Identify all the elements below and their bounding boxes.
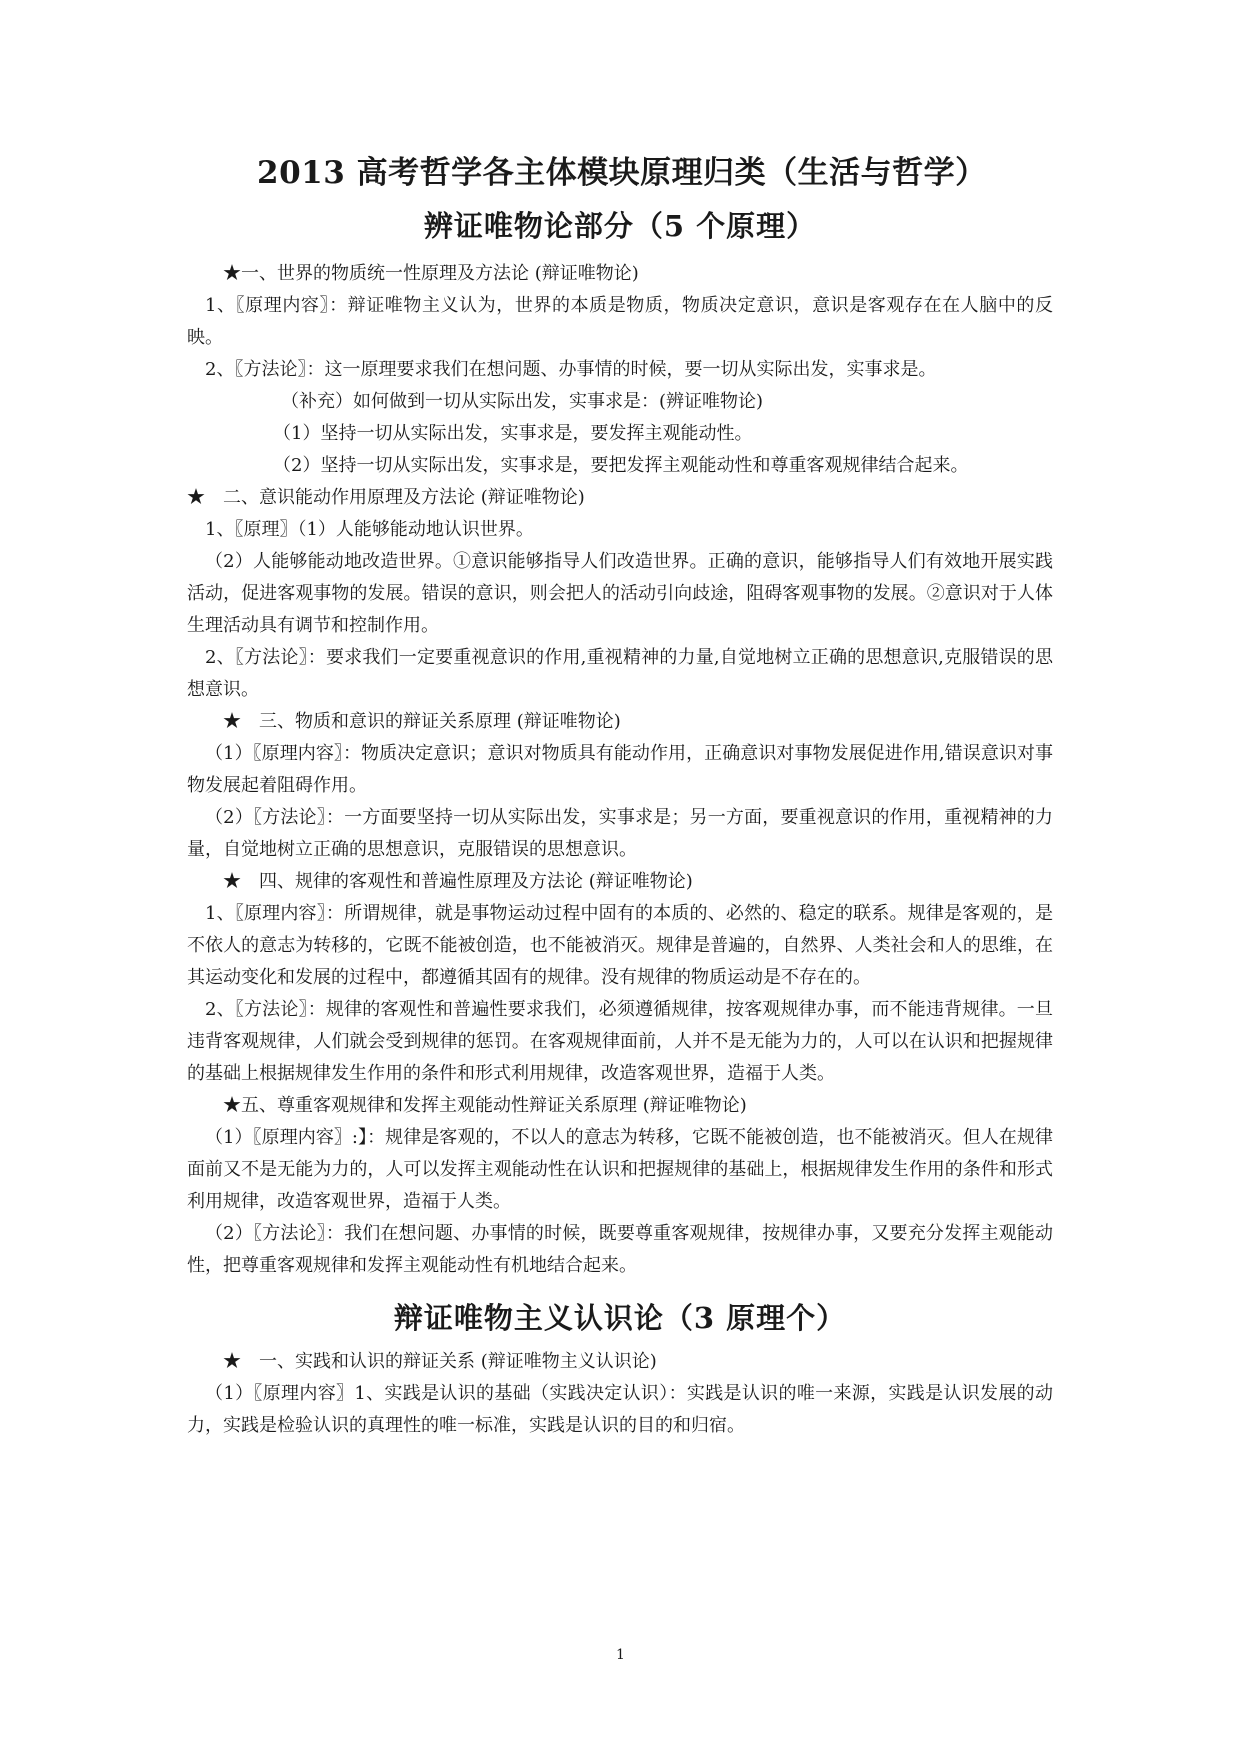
paragraph: （1）〖原理内容〗:】：规律是客观的，不以人的意志为转移，它既不能被创造，也不能被消灭。但人在规律面前又不是无能为力的，人可以发挥主观能动性在认识和把握规律的基础上，根据规律发生作用的条件和形式利用规律，改造客观世界，造福于人类。 (187, 1127, 1053, 1212)
page-number: 1 (616, 1647, 625, 1663)
paragraph: 2、〖方法论〗：要求我们一定要重视意识的作用,重视精神的力量,自觉地树立正确的思想意识,克服错误的思想意识。 (187, 647, 1053, 700)
paragraph: 2、〖方法论〗：这一原理要求我们在想问题、办事情的时候，要一切从实际出发，实事求是。 (205, 359, 937, 380)
principle-heading-4: ★ 四、规律的客观性和普遍性原理及方法论 (辩证唯物论) (223, 871, 693, 892)
document-title: 2013 高考哲学各主体模块原理归类（生活与哲学） (257, 155, 987, 191)
principle-heading-2: ★ 二、意识能动作用原理及方法论 (辩证唯物论) (187, 487, 585, 508)
paragraph: （2）坚持一切从实际出发，实事求是，要把发挥主观能动性和尊重客观规律结合起来。 (273, 455, 969, 476)
section-heading-materialism: 辨证唯物论部分（5 个原理） (423, 209, 817, 243)
paragraph: （1）〖原理内容〗1、实践是认识的基础（实践决定认识）：实践是认识的唯一来源，实践是认识发展的动力，实践是检验认识的真理性的唯一标准，实践是认识的目的和归宿。 (187, 1383, 1053, 1436)
paragraph: 1、〖原理内容〗：辩证唯物主义认为，世界的本质是物质，物质决定意识，意识是客观存在在人脑中的反映。 (187, 295, 1053, 348)
paragraph: （1）〖原理内容〗：物质决定意识；意识对物质具有能动作用，正确意识对事物发展促进作用,错误意识对事物发展起着阻碍作用。 (187, 743, 1053, 796)
paragraph: （2）〖方法论〗：我们在想问题、办事情的时候，既要尊重客观规律，按规律办事，又要充分发挥主观能动性，把尊重客观规律和发挥主观能动性有机地结合起来。 (187, 1223, 1053, 1276)
principle-heading-1: ★一、世界的物质统一性原理及方法论 (辩证唯物论) (223, 263, 639, 284)
paragraph: 1、〖原理〗（1）人能够能动地认识世界。 (205, 519, 534, 540)
paragraph: （1）坚持一切从实际出发，实事求是，要发挥主观能动性。 (273, 423, 753, 444)
principle-heading-5: ★五、尊重客观规律和发挥主观能动性辩证关系原理 (辩证唯物论) (223, 1095, 747, 1116)
principle-heading-3: ★ 三、物质和意识的辩证关系原理 (辩证唯物论) (223, 711, 621, 732)
paragraph: （2）人能够能动地改造世界。①意识能够指导人们改造世界。正确的意识，能够指导人们有效地开展实践活动，促进客观事物的发展。错误的意识，则会把人的活动引向歧途，阻碍客观事物的发展。②意识对于人体生理活动具有调节和控制作用。 (187, 551, 1053, 636)
document-page (187, 150, 1053, 1442)
section-heading-epistemology: 辩证唯物主义认识论（3 原理个） (393, 1301, 847, 1335)
principle-heading-6: ★ 一、实践和认识的辩证关系 (辩证唯物主义认识论) (223, 1351, 657, 1372)
paragraph: 1、〖原理内容〗：所谓规律，就是事物运动过程中固有的本质的、必然的、稳定的联系。规律是客观的，是不依人的意志为转移的，它既不能被创造，也不能被消灭。规律是普遍的，自然界、人类社会和人的思维，在其运动变化和发展的过程中，都遵循其固有的规律。没有规律的物质运动是不存在的。 (187, 903, 1053, 988)
paragraph: 2、〖方法论〗：规律的客观性和普遍性要求我们，必须遵循规律，按客观规律办事，而不能违背规律。一旦违背客观规律，人们就会受到规律的惩罚。在客观规律面前，人并不是无能为力的，人可以在认识和把握规律的基础上根据规律发生作用的条件和形式利用规律，改造客观世界，造福于人类。 (187, 999, 1053, 1084)
paragraph: （2）〖方法论〗：一方面要坚持一切从实际出发，实事求是；另一方面，要重视意识的作用，重视精神的力量，自觉地树立正确的思想意识，克服错误的思想意识。 (187, 807, 1053, 860)
paragraph: （补充）如何做到一切从实际出发，实事求是：(辨证唯物论) (281, 391, 764, 412)
